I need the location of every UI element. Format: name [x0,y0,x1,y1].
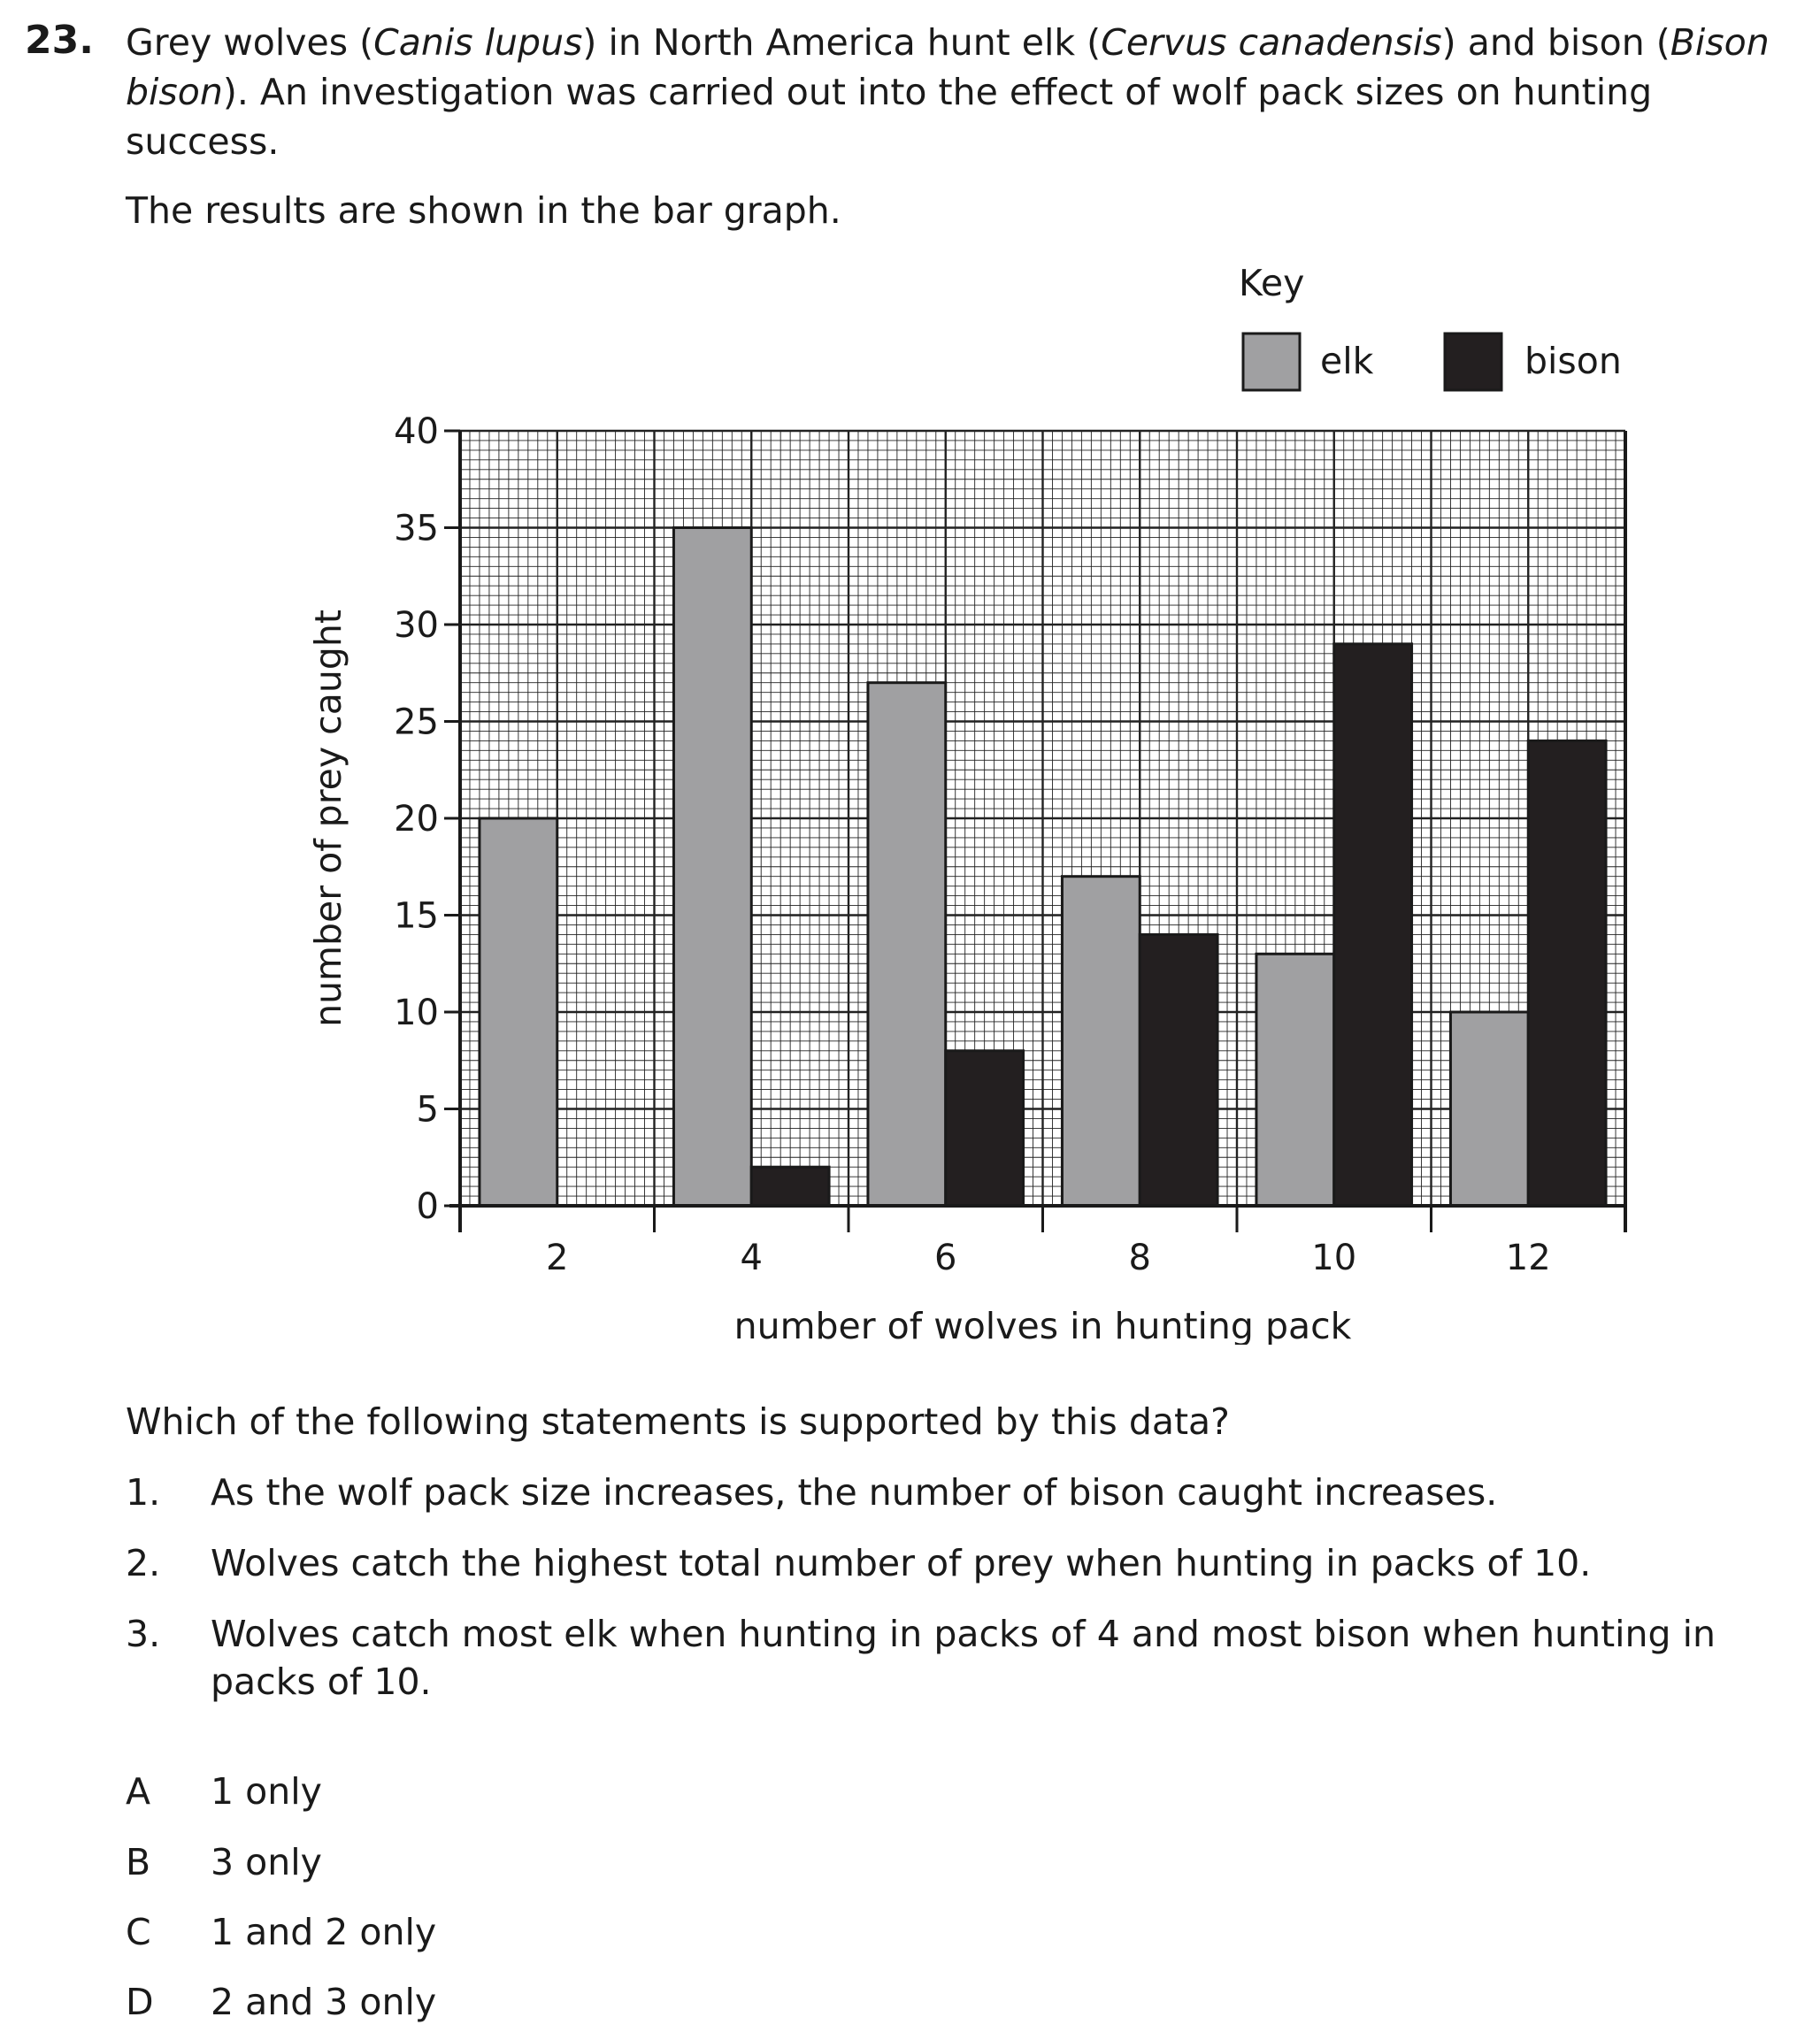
statement-number: 3. [126,1613,161,1655]
y-tick-label: 10 [394,993,439,1033]
y-tick-label: 20 [394,799,439,840]
option-text: 3 only [211,1841,322,1883]
legend-label-elk: elk [1320,340,1374,382]
x-tick-label: 8 [1128,1238,1151,1278]
y-tick-label: 25 [394,702,439,743]
legend-label-bison: bison [1524,340,1622,382]
statement-number: 1. [126,1471,161,1514]
chart-svg [0,239,1820,1345]
bar-chart [0,239,1820,1348]
bar-elk-12 [1450,1012,1528,1206]
bar-elk-6 [868,683,946,1206]
statement-number: 2. [126,1542,161,1584]
option-letter: B [126,1841,151,1883]
intro-line-1: Grey wolves (Canis lupus) in North America hunt elk (Cervus canadensis) and bison (Bison [126,21,1770,64]
intro-line-2: bison). An investigation was carried out into the effect of wolf pack sizes on hunting success. [126,71,1653,163]
option-text: 1 and 2 only [211,1911,437,1953]
y-tick-label: 5 [416,1089,439,1131]
option-text: 1 only [211,1770,322,1813]
question-intro [126,18,1807,235]
bar-bison-10 [1334,644,1412,1206]
x-tick-label: 6 [934,1238,957,1278]
legend [1239,262,1622,390]
y-tick-label: 30 [394,605,439,646]
x-tick-label: 10 [1311,1238,1357,1278]
statement-text: As the wolf pack size increases, the number of bison caught increases. [211,1471,1498,1514]
bar-elk-4 [673,528,751,1207]
legend-swatch-elk [1243,334,1300,390]
bar-bison-6 [946,1051,1024,1206]
intro-lead: The results are shown in the bar graph. [126,189,841,232]
bar-elk-2 [480,818,557,1206]
x-tick-label: 4 [740,1238,763,1278]
statement-text: Wolves catch most elk when hunting in packs of 4 and most bison when hunting in packs of 10. [211,1613,1716,1703]
x-axis-label: number of wolves in hunting pack [733,1305,1352,1345]
y-axis-label: number of prey caught [307,610,349,1027]
y-tick-label: 35 [394,508,439,549]
question-number: 23. [25,18,94,63]
legend-title: Key [1239,262,1305,304]
y-tick-label: 15 [394,895,439,937]
option-text: 2 and 3 only [211,1981,437,2023]
question-prompt: Which of the following statements is supported by this data? [126,1400,1230,1443]
option-letter: D [126,1981,154,2023]
bar-bison-12 [1528,740,1606,1206]
y-tick-label: 0 [416,1186,439,1227]
bar-bison-4 [751,1167,829,1206]
legend-swatch-bison [1445,334,1501,390]
bar-elk-10 [1256,954,1334,1206]
y-tick-label: 40 [394,411,439,452]
statement-text: Wolves catch the highest total number of prey when hunting in packs of 10. [211,1542,1592,1584]
option-letter: A [126,1770,151,1813]
bar-elk-8 [1062,877,1140,1206]
x-tick-label: 2 [546,1238,569,1278]
x-tick-label: 12 [1505,1238,1551,1278]
option-letter: C [126,1911,151,1953]
bar-bison-8 [1140,934,1217,1206]
